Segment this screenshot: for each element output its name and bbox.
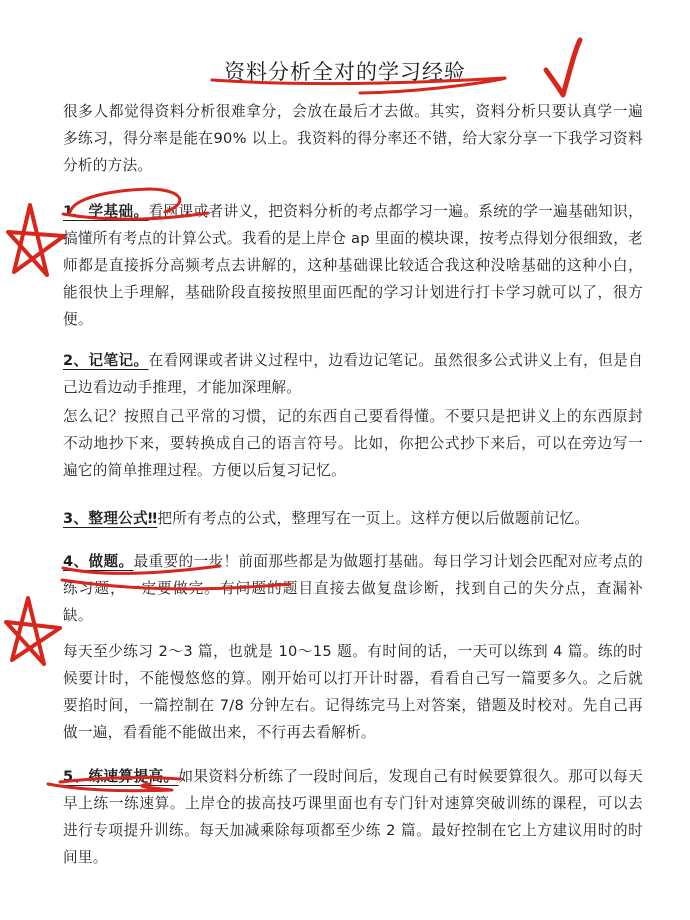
- section-2-heading: 2、记笔记。: [63, 352, 149, 369]
- section-3-heading: 3、整理公式‼: [63, 510, 158, 527]
- section-1-body: 看网课或者讲义，把资料分析的考点都学习一遍。系统的学一遍基础知识，搞懂所有考点的计算公式。我看的是上岸仓 ap 里面的模块课，按考点得划分很细致，老师都是直接拆分高频考点去讲解的，这种基础课比较适合我这种没啥基础的这种小白，能很快上手理解，基础阶段直接按照里面匹配的学习计划进行打卡学习就可以了，很方便。: [63, 203, 643, 328]
- section-4-body-extra: 每天至少练习 2～3 篇，也就是 10～15 题。有时间的话，一天可以练到 4 篇。练的时候要计时，不能慢悠悠的算。刚开始可以打开计时器，看看自己写一篇要多久。之后就要掐时间，一篇控制在 7/8 分钟左右。记得练完马上对答案，错题及时校对。先自己再做一遍，看看能不能做出来，不行再去看解析。: [63, 643, 643, 741]
- section-1-heading: 1、学基础。: [63, 203, 149, 220]
- star-mark-1-icon: [8, 205, 64, 275]
- section-3-body: 把所有考点的公式，整理写在一页上。这样方便以后做题前记忆。: [157, 510, 590, 527]
- section-2-body-extra: 怎么记？按照自己平常的习惯，记的东西自己要看得懂。不要只是把讲义上的东西原封不动地抄下来，要转换成自己的语言符号。比如，你把公式抄下来后，可以在旁边写一遍它的简单推理过程。方便以后复习记忆。: [63, 408, 643, 479]
- intro-paragraph: 很多人都觉得资料分析很难拿分，会放在最后才去做。其实，资料分析只要认真学一遍多练习，得分率是能在90% 以上。我资料的得分率还不错，给大家分享一下我学习资料分析的方法。: [63, 103, 643, 174]
- section-4-body: 最重要的一步！前面那些都是为做题打基础。每日学习计划会匹配对应考点的练习题，一定要做完。有问题的题目直接去做复盘诊断，找到自己的失分点，查漏补缺。: [63, 553, 644, 624]
- section-3: [63, 505, 643, 532]
- section-5-heading: 5、练速算提高。: [63, 768, 179, 785]
- section-2: [63, 347, 643, 401]
- section-5: [63, 763, 643, 871]
- section-4-heading: 4、做题。: [63, 553, 134, 570]
- section-1: [63, 198, 643, 333]
- section-4: [63, 548, 643, 629]
- section-2-body: 在看网课或者讲义过程中，边看边记笔记。虽然很多公式讲义上有，但是自己边看边动手推理，才能加深理解。: [63, 352, 643, 396]
- section-5-body: 如果资料分析练了一段时间后，发现自己有时候要算很久。那可以每天早上练一练速算。上岸仓的拔高技巧课里面也有专门针对速算突破训练的课程，可以去进行专项提升训练。每天加减乘除每项都至少练 2 篇。最好控制在它上方建议用时的时间里。: [63, 768, 643, 866]
- page-title: 资料分析全对的学习经验: [224, 60, 466, 84]
- star-mark-2-icon: [6, 598, 60, 664]
